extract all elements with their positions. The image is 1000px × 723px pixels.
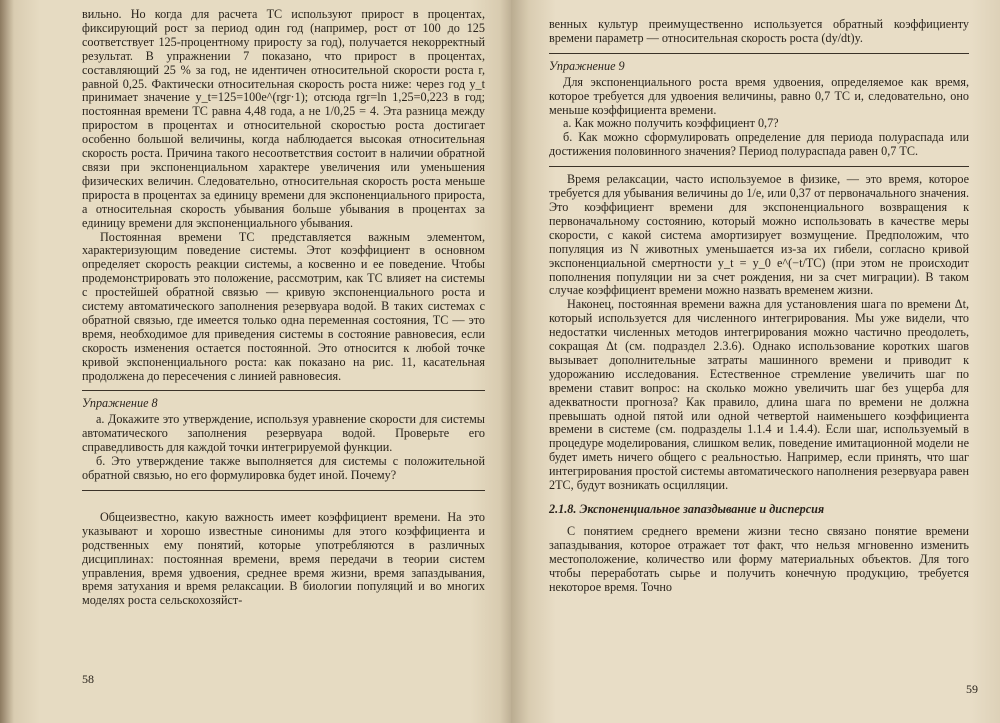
section-heading: 2.1.8. Экспоненциальное запаздывание и дисперсия bbox=[549, 502, 825, 516]
exercise-8-top-rule bbox=[82, 390, 485, 391]
exercise-8-bottom-rule bbox=[82, 490, 485, 491]
exercise-9-bottom-rule bbox=[549, 166, 969, 167]
left-paragraph-1: вильно. Но когда для расчета ТС используют прирост в процентах, фиксирующий рост за период один год (например, рост от 100 до 125 соответствует 125-процентному приросту за год), получается некорректный результат. В упражнении 7 показано, что прирост в процентах, составляющий 25 % за год, не идентичен относительной скорости роста r, равной 0,25. Фактически относительная скорость роста ниже: через год y_t принимает значение y_t=125=100e^(rgr·1); отсюда rgr=ln 1,25=0,223 в год; постоянная времени ТС равна 4,48 года, а не 1/0,25 = 4. Эта разница между приростом в процентах и относительной скоростью роста достигает особенно большой величины, когда наблюдается высокая относительная скорость роста. Причина такого несоответствия состоит в наличии обратной связи при экспоненциальном характере увеличения или уменьшения физических величин. Следовательно, относительная скорость роста меньше прироста в процентах за единицу времени для экспоненциального прироста, а относительная скорость убывания больше убывания в процентах за единицу времени для экспоненциального убывания. bbox=[82, 7, 485, 230]
exercise-9-intro: Для экспоненциального роста время удвоения, определяемое как время, которое требуется для удвоения величины, равно 0,7 ТС и, следовательно, оно меньше коэффициента времени. bbox=[549, 74, 969, 117]
exercise-8-title: Упражнение 8 bbox=[82, 396, 158, 411]
right-paragraph-4: С понятием среднего времени жизни тесно связано понятие времени запаздывания, которое отражает тот факт, что нельзя мгновенно изменить местоположение, количество или форму материальных объектов. Для того чтобы переработать сырье и получить конечную продукцию, требуется некоторое время. Точно bbox=[549, 523, 969, 594]
exercise-9-title: Упражнение 9 bbox=[549, 58, 625, 73]
exercise-8-item-a: а. Докажите это утверждение, используя уравнение скорости для системы автоматического заполнения резервуара водой. Проверьте его справедливость для каждой точки интегрируемой функции. bbox=[82, 412, 485, 455]
left-text-column bbox=[82, 8, 485, 608]
right-text-column bbox=[549, 18, 969, 594]
exercise-9-item-a: а. Как можно получить коэффициент 0,7? bbox=[563, 116, 779, 131]
right-paragraph-2: Время релаксации, часто используемое в физике, — это время, которое требуется для убывания величины до 1/e, или 0,37 от первоначального значения. Это коэффициент времени для экспоненциального возвращения к первоначальному состоянию, который можно использовать в качестве меры скорости, с какой система амортизирует возмущение. Предположим, что популяция из N животных уменьшается из-за их гибели, согласно кривой экспоненциальной смертности y_t = y_0 e^(−t/TC) (при этом не происходит пополнения популяции ни за счет рождения, ни за счет миграции). В таком случае коэффициент времени можно назвать временем жизни. bbox=[549, 172, 969, 298]
page-number-right: 59 bbox=[966, 682, 978, 696]
exercise-9-box bbox=[549, 60, 969, 159]
exercise-9-item-b: б. Как можно сформулировать определение для периода полураспада или достижения половинного значения? Период полураспада равен 0,7 ТС. bbox=[549, 130, 969, 159]
right-page bbox=[511, 0, 1000, 723]
page-number-left: 58 bbox=[82, 672, 94, 686]
exercise-8-item-b: б. Это утверждение также выполняется для системы с положительной обратной связью, но его формулировка будет иной. Почему? bbox=[82, 454, 485, 482]
right-paragraph-1: венных культур преимущественно используется обратный коэффициенту времени параметр — относительная скорость роста (dy/dt)y. bbox=[549, 17, 969, 45]
exercise-8-box bbox=[82, 397, 485, 482]
left-paragraph-2: Постоянная времени ТС представляется важным элементом, характеризующим поведение системы. Этот коэффициент в основном определяет скорость реакции системы, а косвенно и ее поведение. Чтобы продемонстрировать это положение, рассмотрим, как ТС влияет на системы с простейшей обратной связью — кривую экспоненциального роста и систему автоматического заполнения резервуара водой. В таких системах с обратной связью, где имеется только одна переменная состояния, ТС — это время, необходимое для приведения системы в состояние равновесия, если скорость изменения остается постоянной. Это относится к любой точке кривой экспоненциального роста: как показано на рис. 11, касательная продолжена до пересечения с линией равновесия. bbox=[82, 229, 485, 383]
exercise-9-top-rule bbox=[549, 53, 969, 54]
right-paragraph-3: Наконец, постоянная времени важна для установления шага по времени Δt, который используется для численного интегрирования. Мы уже видели, что недостатки численных методов интегрирования можно частично преодолеть, сокращая Δt (см. подраздел 2.3.6). Однако использование коротких шагов вызывает дополнительные затраты машинного времени и приводит к удорожанию исследования. Естественное стремление увеличить шаг по времени ставит вопрос: на сколько можно увеличить шаг без ущерба для адекватности прогноза? Как правило, длина шага по времени не должна превышать одной пятой или одной четвертой наименьшего коэффициента времени в системе (см. подразделы 1.1.4 и 1.4.4). Если шаг, используемый в процедуре моделирования, слишком велик, поведение имитационной модели не будет иметь ничего общего с реальностью. Например, если принять, что шаг интегрирования простой системы автоматического наполнения резервуара равен 2ТС, будут возникать осцилляции. bbox=[549, 297, 969, 493]
left-paragraph-3: Общеизвестно, какую важность имеет коэффициент времени. На это указывают и хорошо известные синонимы для этого коэффициента и родственных ему понятий, которые употребляются в различных дисциплинах: постоянная времени, время передачи в теории систем управления, время удвоения, среднее время жизни, время запаздывания, время затухания и время релаксации. В биологии популяций и во многих моделях роста сельскохозяйст- bbox=[82, 509, 485, 608]
